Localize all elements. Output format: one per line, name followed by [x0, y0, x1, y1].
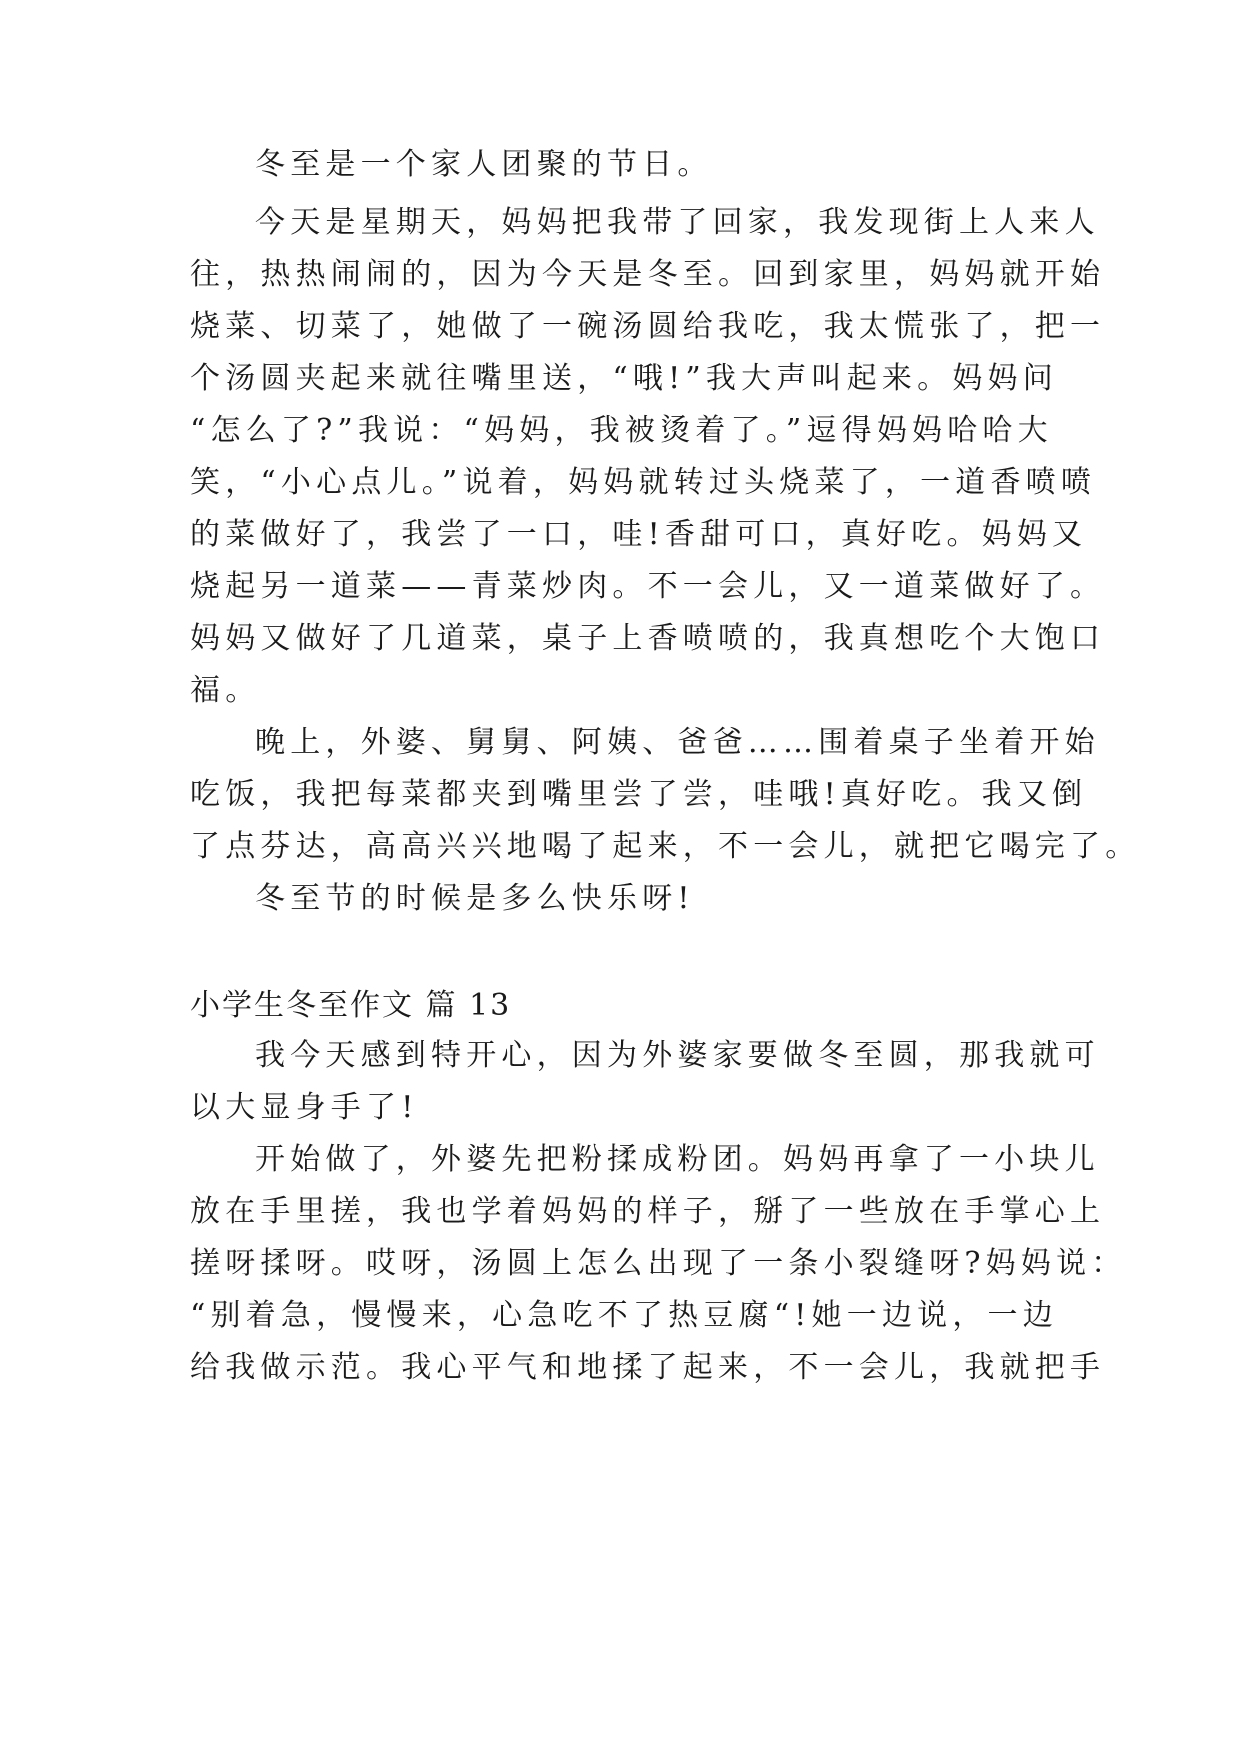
- paragraph-line: 冬至节的时候是多么快乐呀!: [255, 881, 695, 916]
- paragraph-line: 开始做了，外婆先把粉揉成粉团。妈妈再拿了一小块儿: [255, 1142, 1100, 1177]
- paragraph-line: “怎么了?”我说：“妈妈，我被烫着了。”逗得妈妈哈哈大: [190, 413, 1053, 448]
- paragraph-line: 我今天感到特开心，因为外婆家要做冬至圆，那我就可: [255, 1038, 1100, 1073]
- paragraph-line: 烧起另一道菜——青菜炒肉。不一会儿，又一道菜做好了。: [190, 569, 1106, 604]
- paragraph-line: 妈妈又做好了几道菜，桌子上香喷喷的，我真想吃个大饱口: [190, 621, 1106, 656]
- paragraph-line: 福。: [190, 673, 261, 708]
- paragraph-line: 往，热热闹闹的，因为今天是冬至。回到家里，妈妈就开始: [190, 257, 1106, 292]
- paragraph-line: 今天是星期天，妈妈把我带了回家，我发现街上人来人: [255, 205, 1100, 240]
- paragraph-line: 给我做示范。我心平气和地揉了起来，不一会儿，我就把手: [190, 1350, 1106, 1385]
- paragraph-line: 的菜做好了，我尝了一口，哇!香甜可口，真好吃。妈妈又: [190, 517, 1088, 552]
- paragraph-line: 吃饭，我把每菜都夹到嘴里尝了尝，哇哦!真好吃。我又倒: [190, 777, 1088, 812]
- paragraph-line: 晚上，外婆、舅舅、阿姨、爸爸……围着桌子坐着开始: [255, 725, 1100, 760]
- paragraph-line: 了点芬达，高高兴兴地喝了起来，不一会儿，就把它喝完了。: [190, 829, 1141, 864]
- paragraph-line: 笑，“小心点儿。”说着，妈妈就转过头烧菜了，一道香喷喷: [190, 465, 1097, 500]
- paragraph-line: 搓呀揉呀。哎呀，汤圆上怎么出现了一条小裂缝呀?妈妈说：: [190, 1246, 1127, 1281]
- paragraph-line: 个汤圆夹起来就往嘴里送，“哦!”我大声叫起来。妈妈问: [190, 361, 1058, 396]
- paragraph-line: 放在手里搓，我也学着妈妈的样子，掰了一些放在手掌心上: [190, 1194, 1106, 1229]
- paragraph-line: 冬至是一个家人团聚的节日。: [255, 147, 713, 182]
- paragraph-line: “别着急，慢慢来，心急吃不了热豆腐“!她一边说，一边: [190, 1298, 1058, 1333]
- paragraph-line: 烧菜、切菜了，她做了一碗汤圆给我吃，我太慌张了，把一: [190, 309, 1106, 344]
- essay-heading: 小学生冬至作文 篇 13: [190, 988, 512, 1023]
- paragraph-line: 以大显身手了!: [190, 1090, 419, 1125]
